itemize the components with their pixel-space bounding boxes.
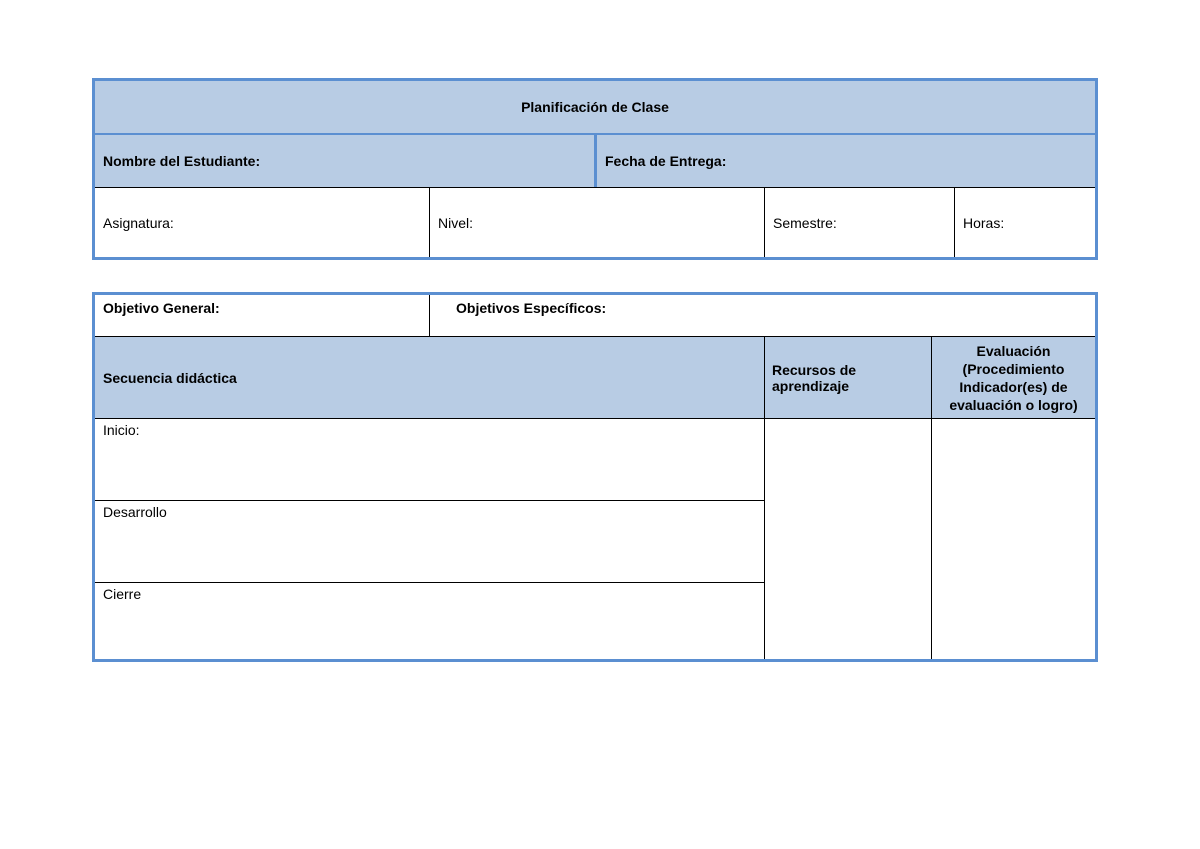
student-name-label: Nombre del Estudiante: xyxy=(95,135,597,187)
level-field[interactable] xyxy=(430,188,765,257)
evaluation-field[interactable] xyxy=(932,419,1095,659)
closing-phase-field[interactable] xyxy=(95,583,765,659)
learning-resources-field[interactable] xyxy=(765,419,932,659)
subject-field[interactable] xyxy=(95,188,430,257)
development-phase-label: Desarrollo xyxy=(103,504,167,520)
semester-label: Semestre: xyxy=(773,214,837,231)
delivery-date-label: Fecha de Entrega: xyxy=(605,153,727,169)
specific-objectives-label: Objetivos Específicos: xyxy=(456,300,607,316)
objectives-row xyxy=(95,295,1095,337)
didactic-sequence-header: Secuencia didáctica xyxy=(95,337,765,418)
didactic-sequence-table xyxy=(92,292,1098,662)
general-objective-label: Objetivo General: xyxy=(103,300,220,316)
closing-phase-label: Cierre xyxy=(103,586,142,602)
evaluation-header: Evaluación (Procedimiento Indicador(es) de evaluación o logro) xyxy=(949,342,1078,413)
learning-resources-header: Recursos de aprendizaje xyxy=(765,337,932,418)
hours-label: Horas: xyxy=(963,214,1005,231)
course-info-row xyxy=(95,188,1095,257)
planning-header-table xyxy=(92,78,1098,260)
level-label: Nivel: xyxy=(438,214,474,231)
planning-title: Planificación de Clase xyxy=(95,81,1095,135)
subject-label: Asignatura: xyxy=(103,214,174,231)
start-phase-field[interactable] xyxy=(95,419,765,501)
general-objective-field[interactable] xyxy=(95,295,430,336)
sequence-body xyxy=(95,419,1095,659)
student-date-row xyxy=(95,135,1095,188)
sequence-header-row xyxy=(95,337,1095,419)
semester-field[interactable] xyxy=(765,188,955,257)
development-phase-field[interactable] xyxy=(95,501,765,583)
hours-field[interactable] xyxy=(955,188,1095,257)
start-phase-label: Inicio: xyxy=(103,422,140,438)
specific-objectives-field[interactable] xyxy=(430,295,1095,336)
